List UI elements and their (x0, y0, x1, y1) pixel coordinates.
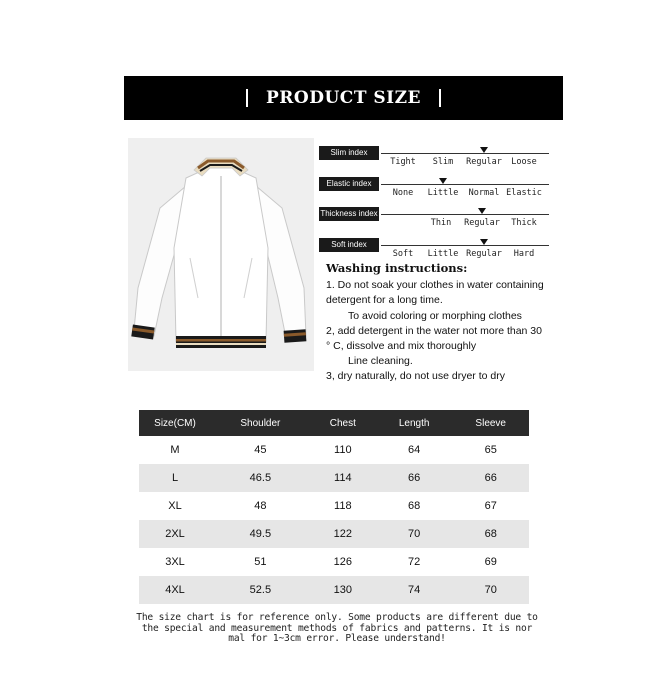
index-row (319, 204, 559, 228)
page-title: PRODUCT SIZE (266, 88, 421, 108)
table-cell: 67 (484, 500, 497, 512)
table-cell: 64 (408, 444, 421, 456)
table-cell: 49.5 (211, 520, 310, 548)
index-label: Soft index (319, 238, 379, 252)
table-cell: 74 (376, 576, 453, 604)
washing-line-5: ° C, dissolve and mix thoroughly (326, 340, 477, 353)
header-length: Length (376, 410, 453, 436)
index-scale-line (381, 214, 549, 215)
index-marker-icon (439, 178, 447, 184)
size-table-header (139, 410, 529, 436)
table-cell: 69 (484, 556, 497, 568)
index-option: Soft (392, 249, 414, 259)
table-row (139, 520, 529, 548)
table-cell: 70 (452, 576, 529, 604)
index-option: Elastic (506, 188, 542, 198)
table-cell: 110 (334, 444, 352, 456)
index-option: None (392, 188, 414, 198)
table-cell: 72 (408, 556, 421, 568)
table-cell: 2XL (139, 520, 211, 548)
washing-line-3: To avoid coloring or morphing clothes (348, 309, 522, 322)
table-cell: 118 (334, 500, 352, 512)
table-cell: 70 (376, 520, 453, 548)
table-cell: 65 (484, 444, 497, 456)
washing-line-6: Line cleaning. (348, 355, 413, 368)
table-cell: 68 (408, 500, 421, 512)
table-cell: 51 (254, 556, 267, 568)
table-cell: 52.5 (211, 576, 310, 604)
index-scale-line (381, 184, 549, 185)
header-chest: Chest (310, 410, 376, 436)
index-label: Elastic index (319, 177, 379, 191)
index-marker-icon (480, 239, 488, 245)
disclaimer-line-2: the special and measurement methods of fabrics and patterns. It is nor (141, 622, 533, 634)
washing-line-2: detergent for a long time. (326, 294, 443, 307)
table-cell: 122 (310, 520, 376, 548)
divider-right (439, 89, 441, 107)
table-cell: 3XL (165, 556, 185, 568)
table-row (139, 436, 529, 464)
index-row (319, 174, 559, 198)
disclaimer-line-1: The size chart is for reference only. Some products are different due to (136, 612, 538, 623)
table-cell: 45 (254, 444, 267, 456)
index-scale-line (381, 153, 549, 154)
index-option: Loose (511, 157, 537, 167)
table-cell: 48 (254, 500, 267, 512)
header-shoulder: Shoulder (211, 410, 310, 436)
index-row (319, 235, 559, 259)
size-disclaimer (126, 613, 548, 645)
index-option: Little (427, 249, 459, 259)
index-option: Normal (468, 188, 500, 198)
table-cell: 68 (452, 520, 529, 548)
size-table (139, 410, 529, 604)
table-row (139, 576, 529, 604)
index-label: Slim index (319, 146, 379, 160)
index-option: Regular (466, 157, 502, 167)
table-row (139, 464, 529, 492)
jacket-illustration (128, 138, 314, 371)
index-option: Hard (513, 249, 535, 259)
title-banner (124, 76, 563, 120)
washing-line-7: 3, dry naturally, do not use dryer to dry (326, 370, 505, 383)
washing-instructions (326, 261, 562, 385)
index-option: Regular (466, 249, 502, 259)
header-size: Size(CM) (139, 410, 211, 436)
index-scale-line (381, 245, 549, 246)
index-option: Tight (390, 157, 416, 167)
divider-left (246, 89, 248, 107)
table-cell: 130 (310, 576, 376, 604)
table-cell: 126 (333, 556, 352, 568)
header-sleeve: Sleeve (452, 410, 529, 436)
washing-line-1: 1. Do not soak your clothes in water containing (326, 279, 544, 292)
table-cell: XL (168, 500, 182, 512)
index-option: Regular (464, 218, 500, 228)
index-option: Slim (432, 157, 454, 167)
index-label: Thickness index (319, 207, 379, 221)
index-row (319, 143, 559, 167)
washing-line-4: 2, add detergent in the water not more than 30 (326, 324, 542, 337)
index-option: Thick (511, 218, 537, 228)
table-cell: 66 (376, 464, 453, 492)
index-marker-icon (480, 147, 488, 153)
table-row (139, 548, 529, 576)
table-cell: 114 (310, 464, 376, 492)
table-row (139, 492, 529, 520)
index-option: Thin (430, 218, 452, 228)
index-marker-icon (478, 208, 486, 214)
table-cell: M (170, 444, 180, 456)
table-cell: 4XL (139, 576, 211, 604)
index-option: Little (427, 188, 459, 198)
table-cell: L (139, 464, 211, 492)
table-cell: 46.5 (211, 464, 310, 492)
jacket-photo (128, 138, 314, 371)
disclaimer-line-3: mal for 1~3cm error. Please understand! (228, 633, 446, 644)
washing-title: Washing instructions: (326, 261, 468, 275)
table-cell: 66 (452, 464, 529, 492)
